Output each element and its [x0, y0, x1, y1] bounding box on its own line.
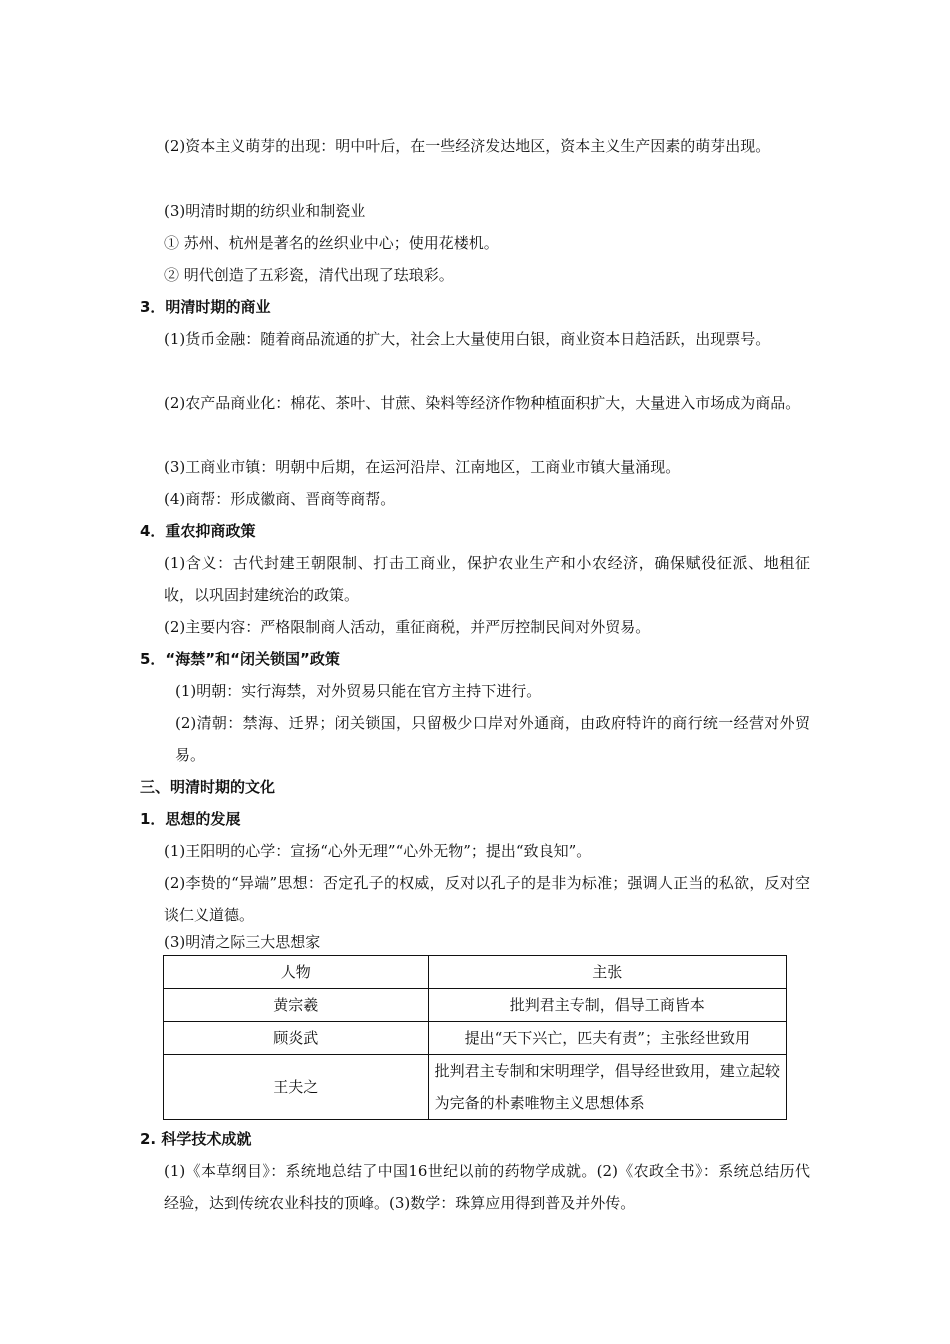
paragraph-ming-sea-ban: (1)明朝：实行海禁，对外贸易只能在官方主持下进行。	[175, 682, 542, 700]
heading-science: 2. 科学技术成就	[140, 1130, 252, 1148]
heading-thought: 1．思想的发展	[140, 810, 241, 828]
table-row	[164, 1055, 787, 1120]
table-header-row	[164, 956, 787, 989]
paragraph-agri-commercialization: (2)农产品商业化：棉花、茶叶、甘蔗、染料等经济作物种植面积扩大，大量进入市场成为商品。	[164, 394, 801, 412]
paragraph-qing-closure: (2)清朝：禁海、迁界；闭关锁国，只留极少口岸对外通商，由政府特许的商行统一经营对外贸易。	[175, 714, 810, 764]
table-cell-person: 黄宗羲	[164, 989, 429, 1022]
paragraph-currency-finance: (1)货币金融：随着商品流通的扩大，社会上大量使用白银，商业资本日趋活跃，出现票号。	[164, 330, 771, 348]
table-row	[164, 1022, 787, 1055]
heading-sea-ban: 5．“海禁”和“闭关锁国”政策	[140, 650, 340, 668]
paragraph-policy-meaning: (1)含义：古代封建王朝限制、打击工商业，保护农业生产和小农经济，确保赋役征派、地租征收，以巩固封建统治的政策。	[164, 554, 810, 604]
heading-agriculture-policy: 4．重农抑商政策	[140, 522, 256, 540]
heading-commerce: 3．明清时期的商业	[140, 298, 271, 316]
paragraph-porcelain: ② 明代创造了五彩瓷，清代出现了珐琅彩。	[164, 266, 454, 284]
paragraph-textile-porcelain: (3)明清时期的纺织业和制瓷业	[164, 202, 366, 220]
table-cell-proposition: 批判君主专制和宋明理学，倡导经世致用，建立起较为完备的朴素唯物主义思想体系	[428, 1055, 786, 1120]
table-cell-person: 顾炎武	[164, 1022, 429, 1055]
table-header-person: 人物	[164, 956, 429, 989]
thinkers-table	[163, 955, 787, 1120]
paragraph-silk-centers: ① 苏州、杭州是著名的丝织业中心；使用花楼机。	[164, 234, 499, 252]
table-cell-proposition: 批判君主专制，倡导工商皆本	[428, 989, 786, 1022]
paragraph-market-towns: (3)工商业市镇：明朝中后期，在运河沿岸、江南地区，工商业市镇大量涌现。	[164, 458, 681, 476]
paragraph-science-achievements: (1)《本草纲目》：系统地总结了中国16世纪以前的药物学成就。(2)《农政全书》：系统总结历代经验，达到传统农业科技的顶峰。(3)数学：珠算应用得到普及并外传。	[164, 1162, 810, 1212]
paragraph-policy-content: (2)主要内容：严格限制商人活动，重征商税，并严厉控制民间对外贸易。	[164, 618, 651, 636]
table-header-proposition: 主张	[428, 956, 786, 989]
table-cell-proposition: 提出“天下兴亡，匹夫有责”；主张经世致用	[428, 1022, 786, 1055]
table-cell-person: 王夫之	[164, 1055, 429, 1120]
heading-culture: 三、明清时期的文化	[140, 778, 276, 796]
paragraph-li-zhi: (2)李贽的“异端”思想：否定孔子的权威，反对以孔子的是非为标准；强调人正当的私欲，反对空谈仁义道德。	[164, 874, 810, 924]
paragraph-three-thinkers: (3)明清之际三大思想家	[164, 933, 321, 951]
paragraph-capitalism-sprouts: (2)资本主义萌芽的出现：明中叶后，在一些经济发达地区，资本主义生产因素的萌芽出现。	[164, 137, 771, 155]
paragraph-merchant-groups: (4)商帮：形成徽商、晋商等商帮。	[164, 490, 396, 508]
table-row	[164, 989, 787, 1022]
paragraph-wang-yangming: (1)王阳明的心学：宣扬“心外无理”“心外无物”；提出“致良知”。	[164, 842, 592, 860]
